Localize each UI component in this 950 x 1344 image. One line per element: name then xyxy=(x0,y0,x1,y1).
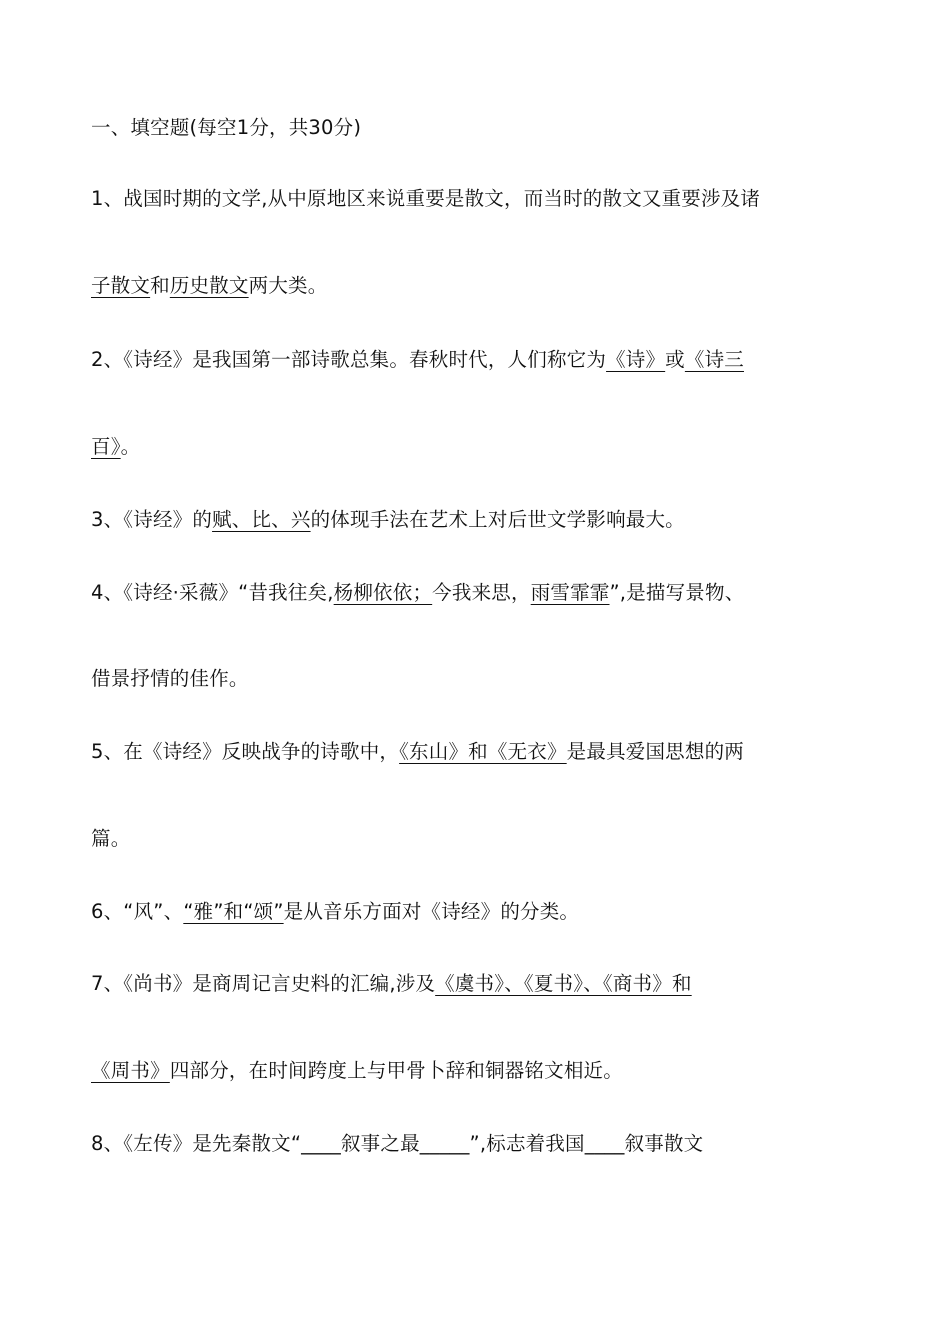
q8-text-d: 叙事散文 xyxy=(624,1132,704,1155)
q8-text: 8、《左传》是先秦散文“ xyxy=(91,1132,302,1155)
q3-text-c: 的体现手法在艺术上对后世文学影响最大。 xyxy=(310,508,685,531)
question-8 xyxy=(91,1131,703,1157)
heading-text: 一、填空题(每空1分，共30分) xyxy=(91,116,362,139)
question-3 xyxy=(91,507,685,533)
q4-text-d: 借景抒情的佳作。 xyxy=(91,667,249,690)
question-5-line-2 xyxy=(91,826,130,852)
question-2-line-1 xyxy=(91,347,744,373)
question-4-line-2 xyxy=(91,666,249,692)
q8-blank-3: ____ xyxy=(584,1132,625,1155)
q5-answer: 《东山》和《无衣》 xyxy=(399,740,567,763)
q2-text-c: 。 xyxy=(120,435,141,458)
question-1-line-1 xyxy=(91,186,760,212)
q1-text-c: 两大类。 xyxy=(248,274,328,297)
q7-answer-2: 《周书》 xyxy=(91,1059,170,1082)
q1-text: 1、战国时期的文学,从中原地区来说重要是散文，而当时的散文又重要涉及诸 xyxy=(91,187,761,210)
q8-text-b: 叙事之最 xyxy=(340,1132,420,1155)
q2-answer-2-cont: 百》 xyxy=(91,435,121,458)
q6-text: 6、“风”、 xyxy=(91,900,184,923)
q3-text: 3、《诗经》的 xyxy=(91,508,213,531)
q8-blank-1: ____ xyxy=(301,1132,341,1155)
question-4-line-1 xyxy=(91,580,744,606)
section-heading xyxy=(91,115,361,141)
q4-answer-2: 雨雪霏霏 xyxy=(530,581,610,604)
q6-text-c: 是从音乐方面对《诗经》的分类。 xyxy=(283,900,580,923)
q7-text-c: 四部分，在时间跨度上与甲骨卜辞和铜器铭文相近。 xyxy=(169,1059,623,1082)
q1-answer-1: 子散文 xyxy=(91,274,151,297)
q5-text: 5、在《诗经》反映战争的诗歌中， xyxy=(91,740,400,763)
q4-text-c: ”,是描写景物、 xyxy=(609,581,745,604)
q7-answer-1: 《虞书》、《夏书》、《商书》和 xyxy=(435,972,692,995)
q8-blank-2: _____ xyxy=(419,1132,470,1155)
question-5-line-1 xyxy=(91,739,744,765)
q1-text-b: 和 xyxy=(150,274,170,297)
q4-text-b: 今我来思， xyxy=(432,581,531,604)
question-7-line-1 xyxy=(91,971,692,997)
question-2-line-2 xyxy=(91,434,140,460)
question-7-line-2 xyxy=(91,1058,623,1084)
q6-answer: “雅”和“颂” xyxy=(183,900,284,923)
q5-text-d: 篇。 xyxy=(91,827,131,850)
q4-text: 4、《诗经·采薇》“昔我往矣, xyxy=(91,581,334,604)
q3-answer: 赋、比、兴 xyxy=(212,508,311,531)
q4-answer-1: 杨柳依依； xyxy=(333,581,433,604)
q2-answer-2: 《诗三 xyxy=(684,348,744,371)
q2-text: 2、《诗经》是我国第一部诗歌总集。春秋时代，人们称它为 xyxy=(91,348,607,371)
q2-text-b: 或 xyxy=(665,348,685,371)
q5-text-c: 是最具爱国思想的两 xyxy=(566,740,744,763)
question-1-line-2 xyxy=(91,273,327,299)
q2-answer-1: 《诗》 xyxy=(606,348,666,371)
q1-answer-2: 历史散文 xyxy=(169,274,249,297)
q8-text-c: ”,标志着我国 xyxy=(469,1132,585,1155)
question-6 xyxy=(91,899,579,925)
q7-text: 7、《尚书》是商周记言史料的汇编,涉及 xyxy=(91,972,436,995)
